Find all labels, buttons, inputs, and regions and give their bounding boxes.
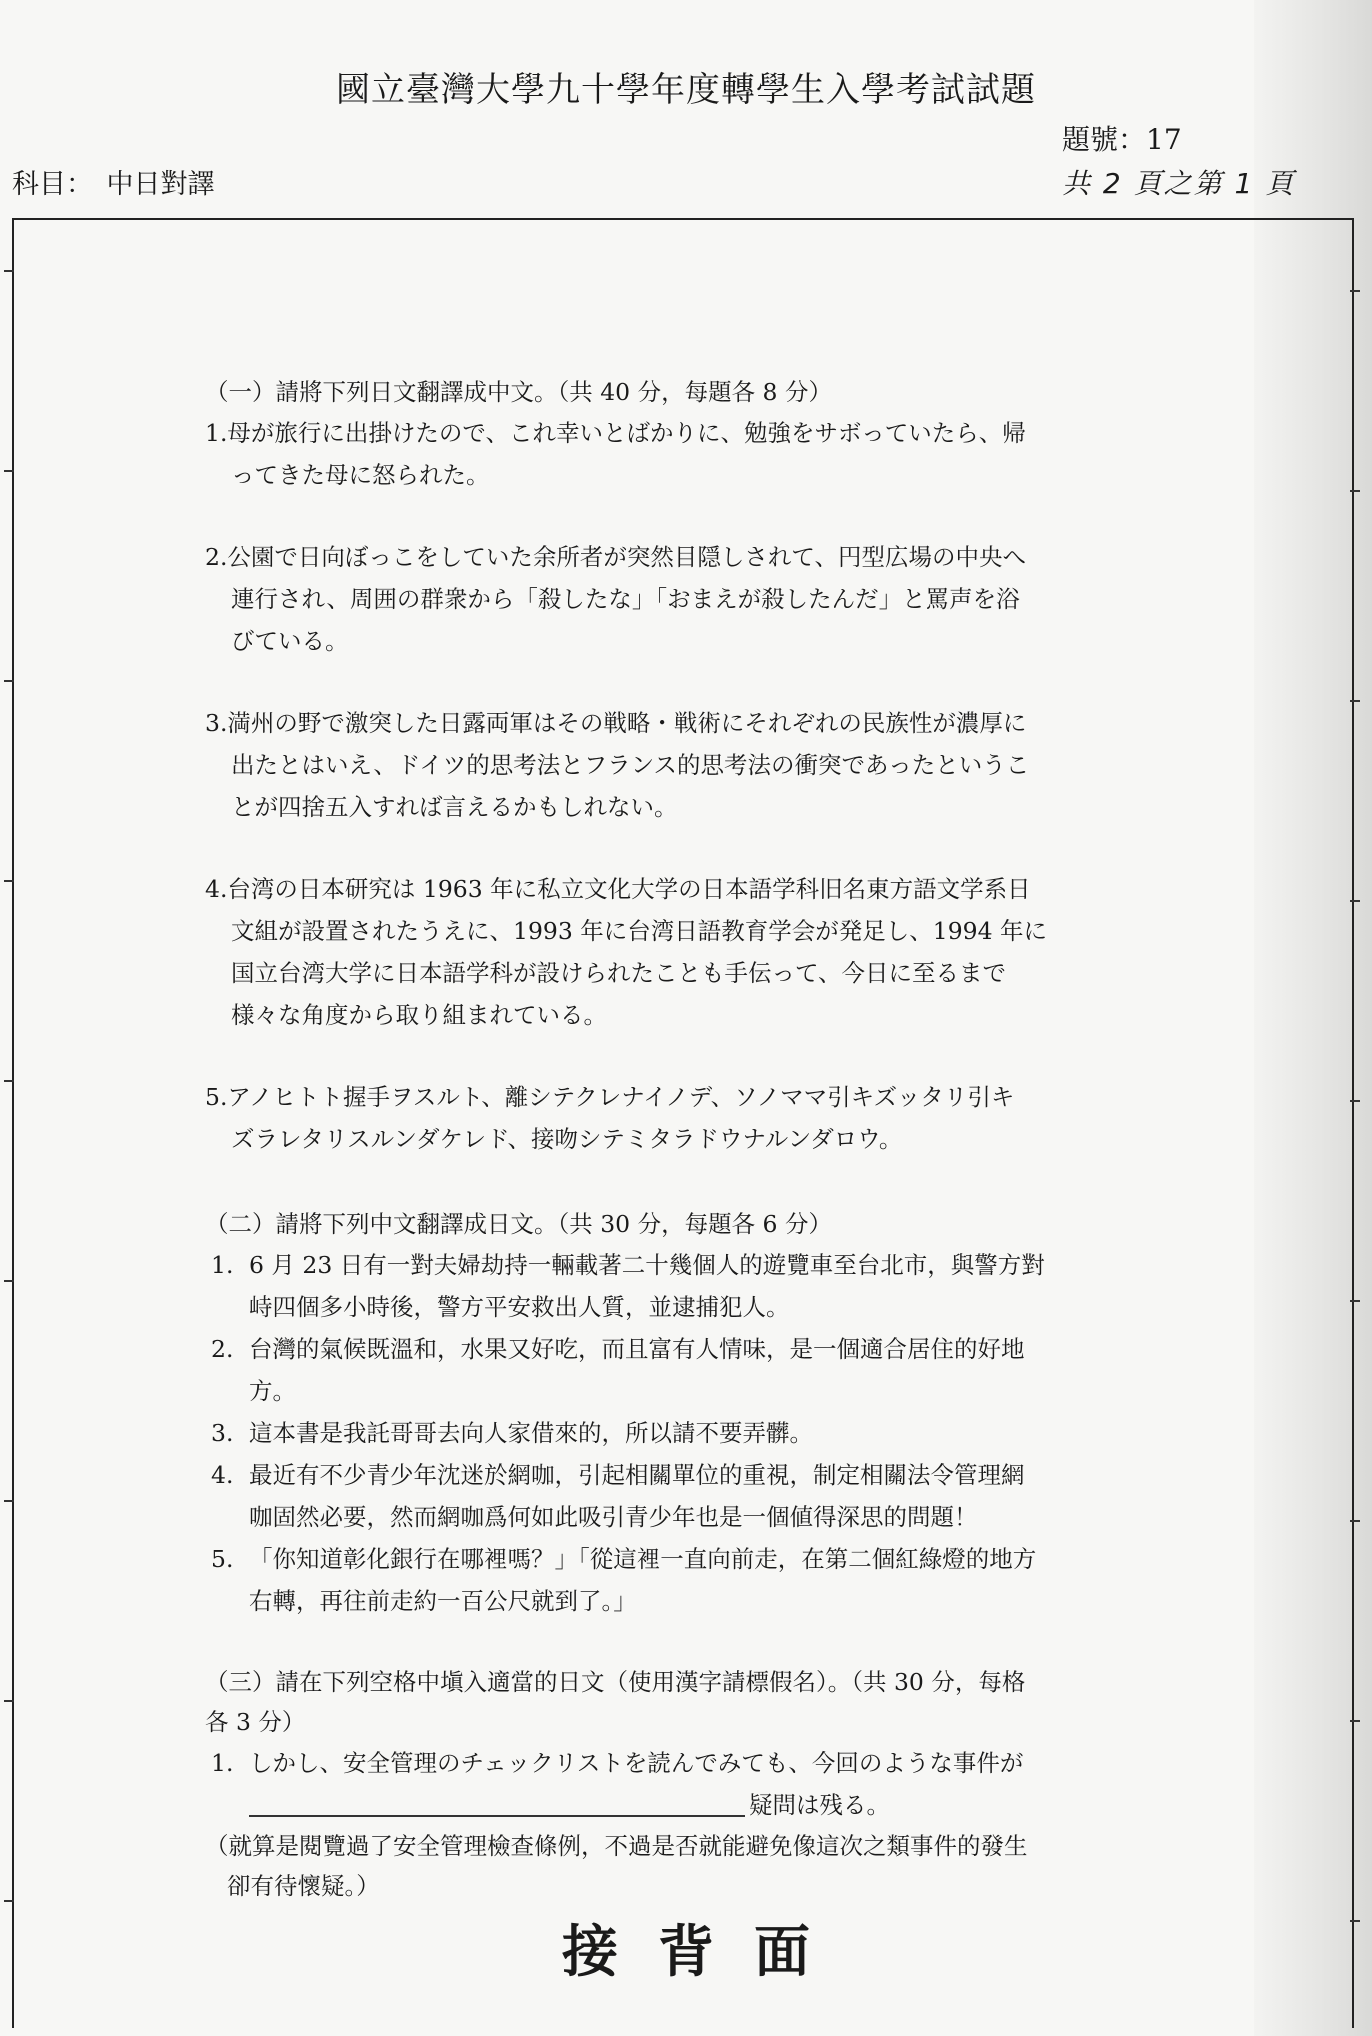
margin-tick xyxy=(4,680,14,682)
question-text: アノヒトト握手ヲスルト、離シテクレナイノデ、ソノママ引キズッタリ引キ xyxy=(227,1083,1015,1111)
margin-tick xyxy=(4,1500,14,1502)
question-line: 右轉，再往前走約一百公尺就到了。」 xyxy=(249,1587,637,1615)
section1-question-1 xyxy=(205,412,1155,496)
subject-label: 科目： 中日對譯 xyxy=(12,169,215,200)
margin-tick xyxy=(4,880,14,882)
question-number-label: 3. xyxy=(205,709,228,737)
section2-question-1 xyxy=(205,1244,1155,1328)
margin-tick xyxy=(4,1080,14,1082)
question-line: 出たとはいえ、ドイツ的思考法とフランス的思考法の衝突であったというこ xyxy=(231,751,1030,779)
section-2-items xyxy=(205,1244,1155,1622)
question-line: 峙四個多小時後，警方平安救出人質，並逮捕犯人。 xyxy=(249,1293,790,1321)
margin-tick xyxy=(1350,1720,1360,1722)
section-1-items xyxy=(205,412,1155,1160)
margin-tick xyxy=(1350,290,1360,292)
question-line: 咖固然必要，然而網咖爲何如此吸引青少年也是一個値得深思的問題！ xyxy=(249,1503,978,1531)
answer-blank[interactable] xyxy=(249,1815,745,1817)
question-line: びている。 xyxy=(231,627,349,655)
question-number-label: 1. xyxy=(211,1749,234,1777)
question-line-tail: 疑問は残る。 xyxy=(749,1791,890,1819)
page-count: 共 2 頁之第 1 頁 xyxy=(1062,167,1296,200)
section2-question-4 xyxy=(205,1454,1155,1538)
question-number-label: 4. xyxy=(205,875,228,903)
question-line: 6 月 23 日有一對夫婦劫持一輛載著二十幾個人的遊覽車至台北市，與警方對 xyxy=(249,1251,1045,1279)
question-line: ってきた母に怒られた。 xyxy=(231,461,490,489)
section1-question-2 xyxy=(205,536,1155,662)
margin-tick xyxy=(4,1900,14,1902)
section2-question-3 xyxy=(205,1412,1155,1454)
question-text: 母が旅行に出掛けたので、これ幸いとばかりに、勉強をサボっていたら、帰 xyxy=(227,419,1026,447)
question-text: 満州の野で激突した日露両軍はその戦略・戦術にそれぞれの民族性が濃厚に xyxy=(227,709,1027,737)
question-number-label: 1. xyxy=(211,1251,234,1279)
question-line xyxy=(205,868,1155,910)
margin-tick xyxy=(4,1700,14,1702)
question-number-label: 5. xyxy=(205,1083,228,1111)
question-line: 国立台湾大学に日本語学科が設けられたことも手伝って、今日に至るまで xyxy=(231,959,1007,987)
question-line: とが四捨五入すれば言えるかもしれない。 xyxy=(231,793,678,821)
note-line: （就算是閱覽過了安全管理檢查條例，不過是否就能避免像這次之類事件的發生 xyxy=(205,1832,1028,1860)
section1-question-4 xyxy=(205,868,1155,1036)
section2-question-2 xyxy=(205,1328,1155,1412)
question-text: 台湾の日本研究は 1963 年に私立文化大学の日本語学科旧名東方語文学系日 xyxy=(227,875,1031,903)
question-line xyxy=(205,412,1155,454)
question-text: 公園で日向ぼっこをしていた余所者が突然目隠しされて、円型広場の中央へ xyxy=(227,543,1026,571)
question-number-label: 2. xyxy=(205,543,228,571)
exam-content xyxy=(205,372,1155,1906)
question-line: 最近有不少青少年沈迷於網咖，引起相關單位的重視，制定相關法令管理網 xyxy=(249,1461,1025,1489)
question-number: 題號：17 xyxy=(1062,123,1182,156)
margin-tick xyxy=(1350,490,1360,492)
note-line: 卻有待懷疑。） xyxy=(227,1872,380,1900)
question-line: 這本書是我託哥哥去向人家借來的，所以請不要弄髒。 xyxy=(249,1419,813,1447)
section-3-translation-note xyxy=(205,1826,1155,1906)
margin-tick xyxy=(4,470,14,472)
section-3-question-1 xyxy=(205,1742,1155,1826)
question-line xyxy=(205,1076,1155,1118)
question-line xyxy=(205,536,1155,578)
question-line: 様々な角度から取り組まれている。 xyxy=(231,1001,607,1029)
margin-tick xyxy=(4,270,14,272)
continue-on-back: 接背面 xyxy=(562,1919,850,1985)
question-line xyxy=(205,702,1155,744)
question-line: 連行され、周囲の群衆から「殺したな」「おまえが殺したんだ」と罵声を浴 xyxy=(231,585,1020,613)
margin-tick xyxy=(1350,700,1360,702)
exam-title: 國立臺灣大學九十學年度轉學生入學考試試題 xyxy=(336,70,1036,110)
section-3-heading-line2: 各 3 分） xyxy=(205,1708,306,1736)
question-line-with-blank xyxy=(249,1784,1155,1826)
section-3-heading-line1: （三）請在下列空格中塡入適當的日文（使用漢字請標假名）。（共 30 分，每格 xyxy=(205,1668,1026,1696)
question-number-label: 2. xyxy=(211,1335,234,1363)
margin-tick xyxy=(1350,1100,1360,1102)
question-number-label: 3. xyxy=(211,1419,234,1447)
question-line: 「你知道彰化銀行在哪裡嗎？」「從這裡一直向前走，在第二個紅綠燈的地方 xyxy=(249,1545,1037,1573)
question-number-label: 1. xyxy=(205,419,228,447)
margin-tick xyxy=(1350,1520,1360,1522)
question-line: 方。 xyxy=(249,1377,296,1405)
question-line: しかし、安全管理のチェックリストを読んでみても、今回のような事件が xyxy=(249,1749,1024,1777)
section-1-heading: （一）請將下列日文翻譯成中文。（共 40 分，每題各 8 分） xyxy=(205,378,832,406)
section-2-heading: （二）請將下列中文翻譯成日文。（共 30 分，每題各 6 分） xyxy=(205,1210,832,1238)
section1-question-3 xyxy=(205,702,1155,828)
question-number-label: 5. xyxy=(211,1545,234,1573)
margin-tick xyxy=(4,1280,14,1282)
question-line: 文組が設置されたうえに、1993 年に台湾日語教育学会が発足し、1994 年に xyxy=(231,917,1048,945)
question-number-label: 4. xyxy=(211,1461,234,1489)
section-3-heading xyxy=(205,1662,1155,1742)
section2-question-5 xyxy=(205,1538,1155,1622)
section1-question-5 xyxy=(205,1076,1155,1160)
question-line: 台灣的氣候既溫和，水果又好吃，而且富有人情味，是一個適合居住的好地 xyxy=(249,1335,1025,1363)
question-line: ズラレタリスルンダケレド、接吻シテミタラドウナルンダロウ。 xyxy=(231,1125,903,1153)
margin-tick xyxy=(1350,1300,1360,1302)
margin-tick xyxy=(1350,900,1360,902)
